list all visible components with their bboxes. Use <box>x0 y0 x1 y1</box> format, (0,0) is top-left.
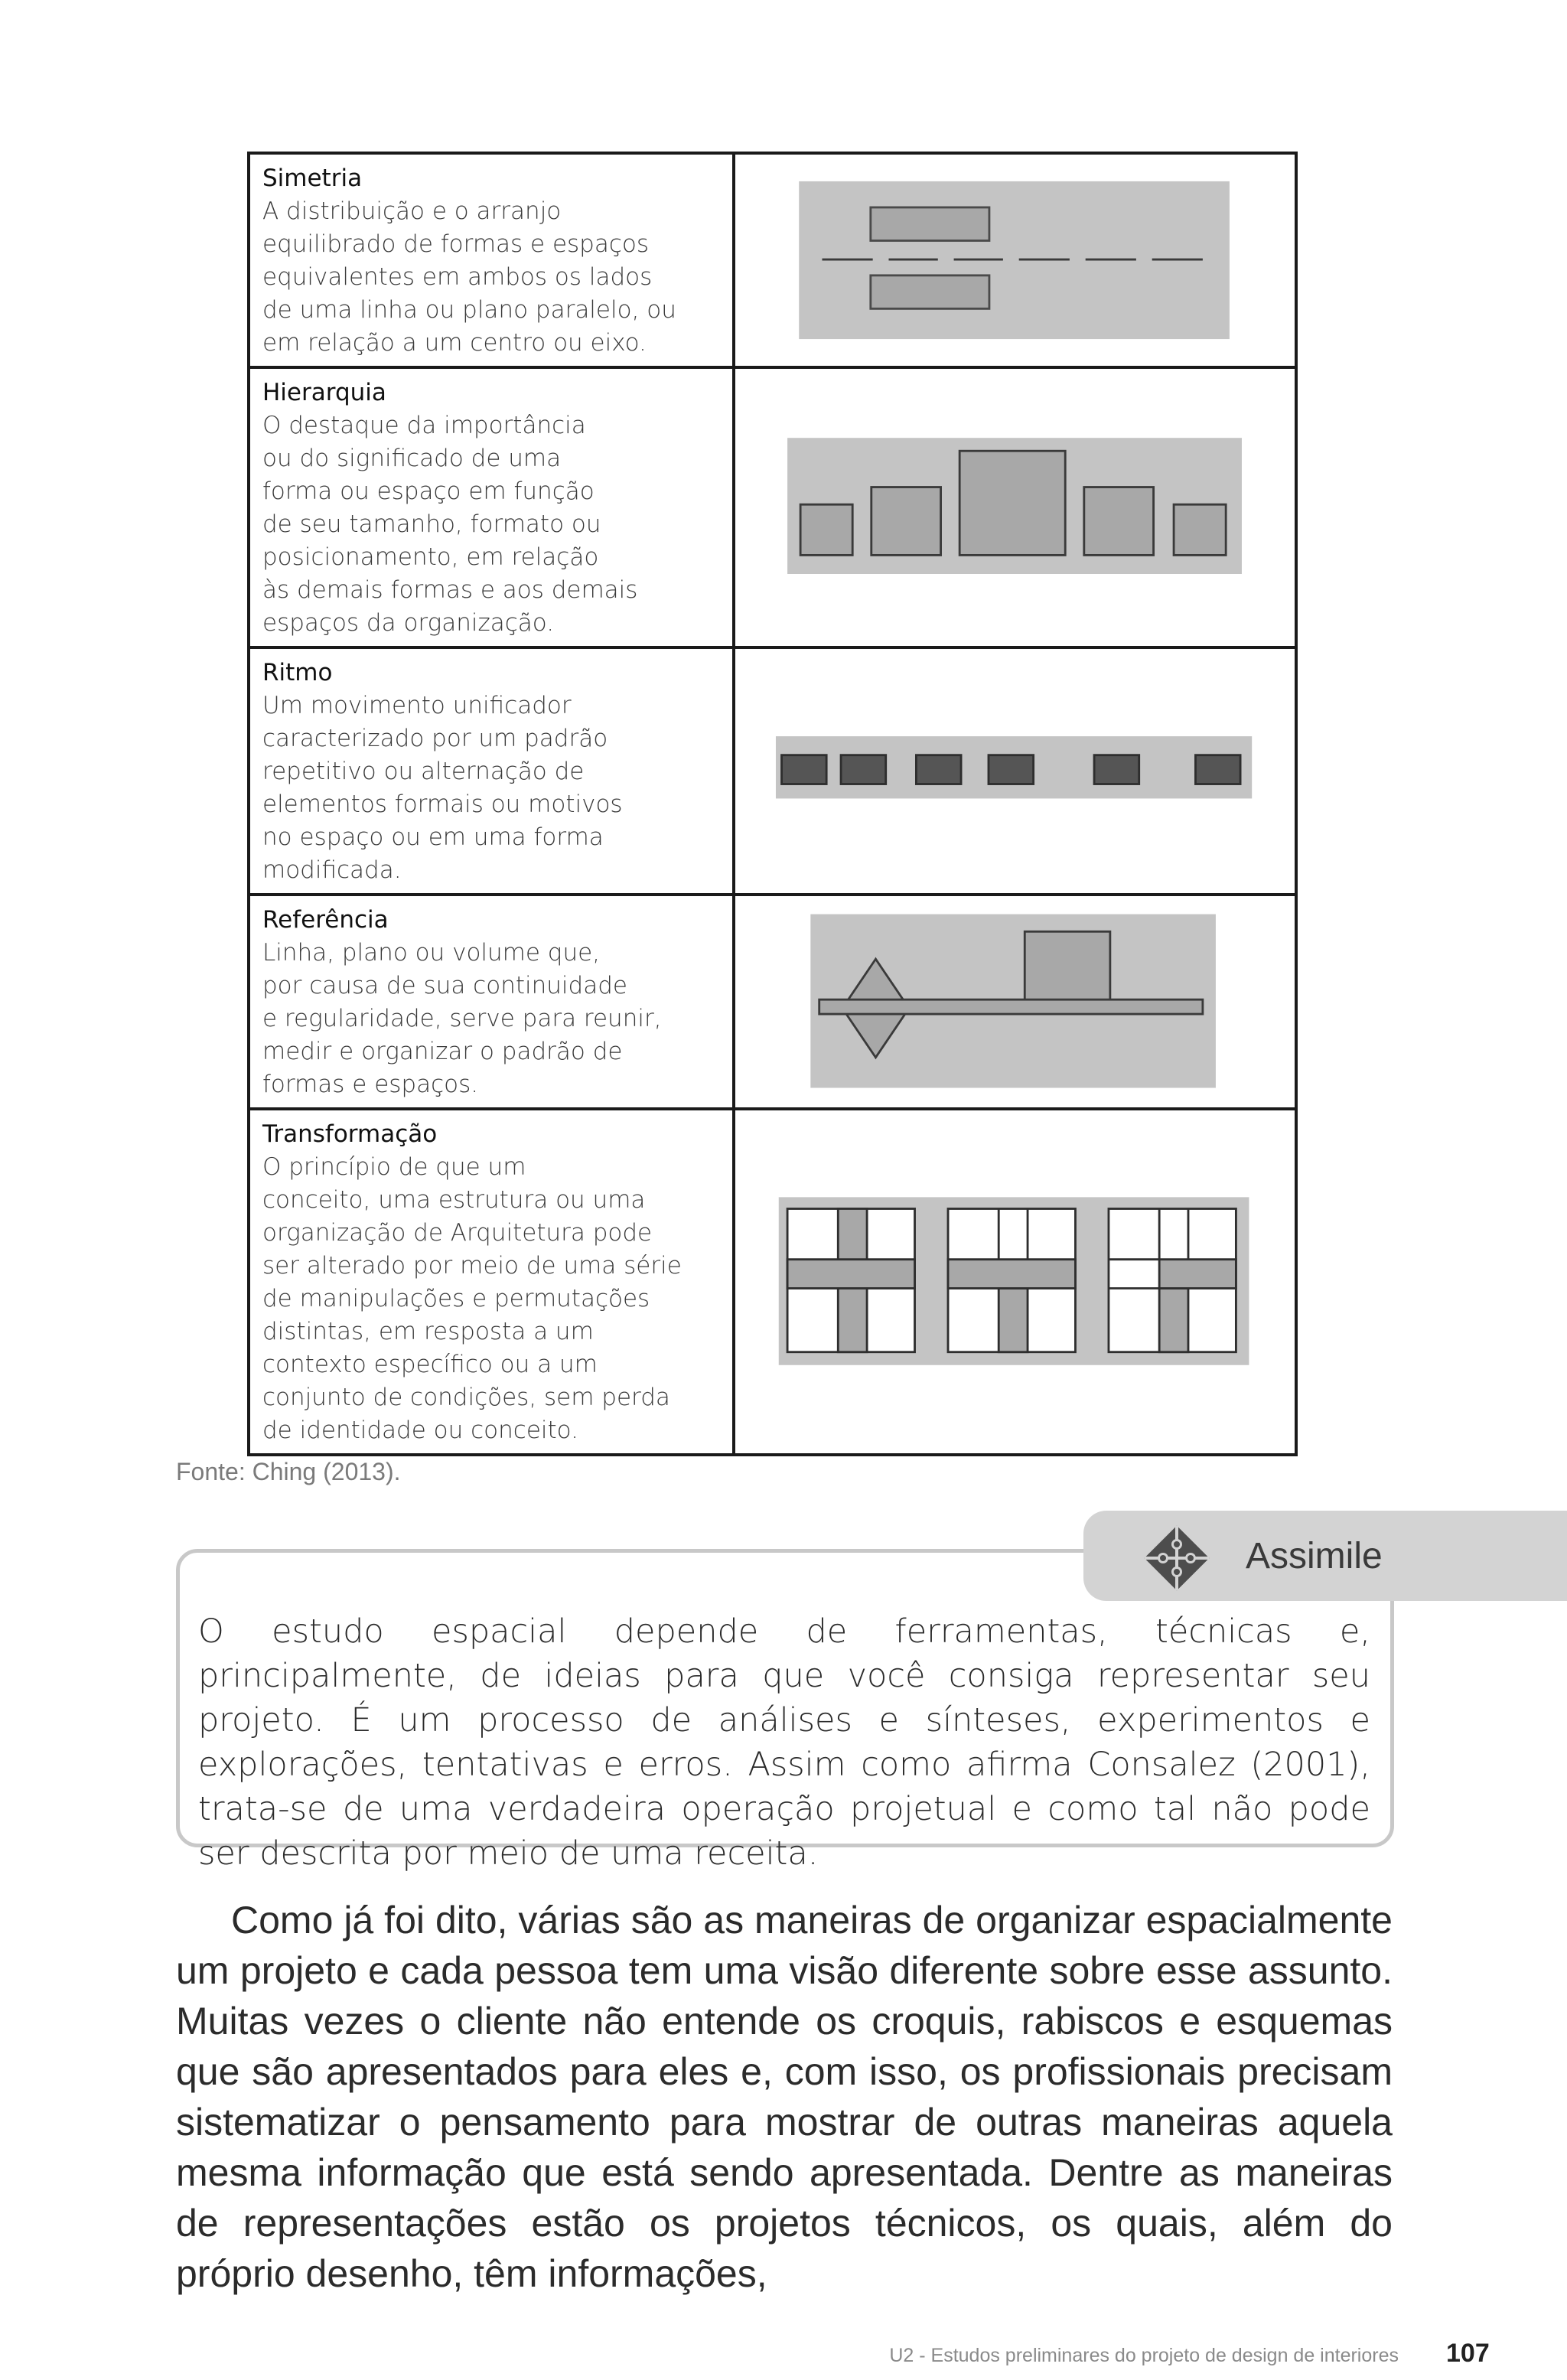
desc-line: espaços da organização. <box>262 609 555 637</box>
datum-bar <box>819 999 1203 1014</box>
desc-line: Linha, plano ou volume que, <box>262 939 601 967</box>
symmetry-diagram <box>735 155 1295 366</box>
medium-square <box>871 487 941 556</box>
figure-caption: Fonte: Ching (2013). <box>176 1458 401 1485</box>
desc-line: O princípio de que um <box>262 1153 526 1181</box>
desc-line: e regularidade, serve para reunir, <box>262 1005 662 1032</box>
desc-line: elementos formais ou motivos <box>262 791 623 818</box>
desc-line: A distribuição e o arranjo <box>262 197 562 225</box>
cell-text-referencia <box>249 895 734 1109</box>
desc-line: forma ou espaço em função <box>262 478 595 505</box>
cell-desc <box>262 937 722 1101</box>
running-title: U2 - Estudos preliminares do projeto de design de interiores <box>889 2345 1399 2366</box>
assimile-tab <box>1083 1511 1567 1601</box>
cell-title: Transformação <box>262 1120 438 1148</box>
grid-variant-2 <box>948 1208 1075 1351</box>
cell-desc <box>262 195 722 360</box>
page-number: 107 <box>1446 2339 1490 2368</box>
cell-desc <box>262 1151 722 1447</box>
table-row <box>249 153 1296 367</box>
cell-text-ritmo <box>249 647 734 895</box>
cell-title: Referência <box>262 906 389 934</box>
paragraph-text: Como já foi dito, várias são as maneiras de organizar espacialmente um projeto e cada pessoa tem uma visão diferente sobre esse assunto. Muitas vezes o cliente não entende os croquis, rabiscos e esquemas que são apresentados para eles e, com isso, os profissionais precisam sistematizar o pensamento para mostrar de outras maneiras aquela mesma informação que está sendo apresentada. Dentre as maneiras de representações estão os projetos técnicos, os quais, além do próprio desenho, têm informações, <box>176 1899 1393 2295</box>
small-square <box>800 504 852 555</box>
rhythm-block <box>916 755 961 784</box>
cell-title: Hierarquia <box>262 379 386 406</box>
rhythm-block <box>1094 755 1139 784</box>
assimile-label: Assimile <box>1246 1536 1383 1576</box>
desc-line: organização de Arquitetura pode <box>262 1219 653 1247</box>
upper-block <box>871 207 989 241</box>
figure-hierarquia <box>734 367 1296 647</box>
figure-ritmo <box>734 647 1296 895</box>
figure-transformacao <box>734 1109 1296 1455</box>
desc-line: em relação a um centro ou eixo. <box>262 329 647 357</box>
desc-line: equilibrado de formas e espaços <box>262 230 650 258</box>
desc-line: equivalentes em ambos os lados <box>262 263 653 291</box>
table-row <box>249 895 1296 1109</box>
desc-line: contexto específico ou a um <box>262 1351 598 1378</box>
desc-line: repetitivo ou alternação de <box>262 758 585 785</box>
rhythm-block <box>1195 755 1240 784</box>
cell-title: Simetria <box>262 165 363 192</box>
grid-variant-1 <box>787 1208 914 1351</box>
small-square <box>1174 504 1226 555</box>
grid-variant-3 <box>1109 1208 1236 1351</box>
large-square <box>959 451 1065 555</box>
desc-line: por causa de sua continuidade <box>262 972 627 999</box>
table-row <box>249 367 1296 647</box>
rhythm-block <box>989 755 1034 784</box>
desc-line: de seu tamanho, formato ou <box>262 510 601 538</box>
desc-line: caracterizado por um padrão <box>262 725 608 752</box>
desc-line: no espaço ou em uma forma <box>262 823 604 851</box>
desc-line: modificada. <box>262 856 402 884</box>
cell-desc <box>262 690 722 887</box>
cell-text-transformacao <box>249 1109 734 1455</box>
cell-text-simetria <box>249 153 734 367</box>
desc-line: distintas, em resposta a um <box>262 1318 594 1345</box>
cell-text-hierarquia <box>249 367 734 647</box>
table-row <box>249 647 1296 895</box>
desc-line: de uma linha ou plano paralelo, ou <box>262 296 676 324</box>
rhythm-diagram <box>735 649 1295 893</box>
desc-line: formas e espaços. <box>262 1071 479 1098</box>
cell-title: Ritmo <box>262 659 333 686</box>
desc-line: Um movimento unificador <box>262 692 572 719</box>
desc-line: de identidade ou conceito. <box>262 1417 578 1444</box>
principles-table <box>247 152 1298 1456</box>
figure-simetria <box>734 153 1296 367</box>
table-row <box>249 1109 1296 1455</box>
lower-block <box>871 275 989 309</box>
cell-desc <box>262 409 722 640</box>
desc-line: conjunto de condições, sem perda <box>262 1384 670 1411</box>
puzzle-icon <box>1137 1518 1217 1598</box>
desc-line: ou do significado de uma <box>262 445 562 472</box>
body-paragraph <box>176 1895 1393 2299</box>
rhythm-block <box>782 755 827 784</box>
medium-square <box>1084 487 1154 556</box>
desc-line: O destaque da importância <box>262 412 586 439</box>
transformation-diagram <box>735 1110 1295 1453</box>
desc-line: ser alterado por meio de uma série <box>262 1252 682 1280</box>
desc-line: posicionamento, em relação <box>262 543 599 571</box>
hierarchy-diagram <box>735 369 1295 646</box>
assimile-text: O estudo espacial depende de ferramentas, técnicas e, principalmente, de ideias para que você consiga representar seu projeto. É um processo de análises e sínteses, experimentos e explorações, tentativas e erros. Assim como afirma Consalez (2001), trata-se de uma verdadeira operação projetual e como tal não pode ser descrita por meio de uma receita. <box>198 1612 1370 1873</box>
desc-line: de manipulações e permutações <box>262 1285 650 1312</box>
square-shape <box>1025 931 1110 1001</box>
desc-line: medir e organizar o padrão de <box>262 1038 623 1065</box>
datum-diagram <box>735 896 1295 1107</box>
desc-line: às demais formas e aos demais <box>262 576 638 604</box>
figure-referencia <box>734 895 1296 1109</box>
rhythm-block <box>841 755 886 784</box>
desc-line: conceito, uma estrutura ou uma <box>262 1186 646 1214</box>
